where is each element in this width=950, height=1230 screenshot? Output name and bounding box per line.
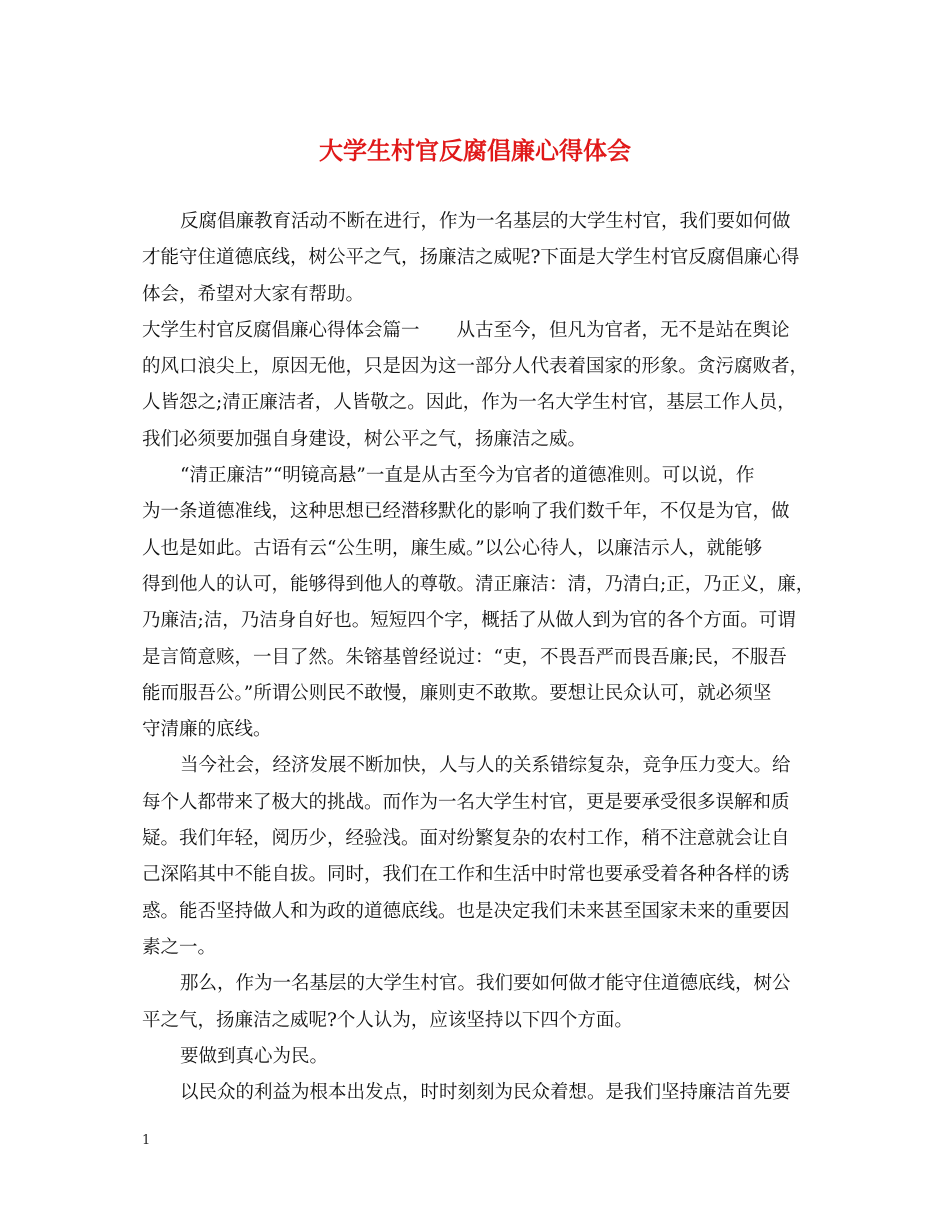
text-line: 为一条道德准线，这种思想已经潜移默化的影响了我们数千年，不仅是为官，做 [142,501,790,523]
document-title: 大学生村官反腐倡廉心得体会 [319,136,631,165]
text-line: 我们必须要加强自身建设，树公平之气，扬廉洁之威。 [142,428,587,450]
text-line: 乃廉洁;洁，乃洁身自好也。短短四个字，概括了从做人到为官的各个方面。可谓 [142,610,796,632]
text-line: 当今社会，经济发展不断加快，人与人的关系错综复杂，竞争压力变大。给 [180,755,791,777]
text-line: 人也是如此。古语有云“公生明，廉生威。”以公心待人，以廉洁示人，就能够 [142,537,763,559]
text-line: 己深陷其中不能自拔。同时，我们在工作和生活中时常也要承受着各种各样的诱 [142,864,790,886]
document-body [142,204,822,1111]
text-line: 得到他人的认可，能够得到他人的尊敬。清正廉洁：清，乃清白;正，乃正义，廉， [142,573,815,595]
text-line: 疑。我们年轻，阅历少，经验浅。面对纷繁复杂的农村工作，稍不注意就会让自 [142,828,790,850]
text-line: 要做到真心为民。 [180,1045,329,1067]
text-line: 每个人都带来了极大的挑战。而作为一名大学生村官，更是要承受很多误解和质 [142,791,790,813]
text-line: 人皆怨之;清正廉洁者，人皆敬之。因此，作为一名大学生村官，基层工作人员， [142,392,796,414]
text-line: 是言简意赅，一目了然。朱镕基曾经说过：“吏，不畏吾严而畏吾廉;民，不服吾 [142,646,787,668]
text-line: 守清廉的底线。 [142,719,272,741]
text-line: 以民众的利益为根本出发点，时时刻刻为民众着想。是我们坚持廉洁首先要 [180,1082,791,1104]
text-line: 的风口浪尖上，原因无他，只是因为这一部分人代表着国家的形象。贪污腐败者， [142,356,809,378]
text-line: 才能守住道德底线，树公平之气，扬廉洁之威呢?下面是大学生村官反腐倡廉心得 [142,247,800,269]
text-line: 体会，希望对大家有帮助。 [142,283,365,305]
text-line: 大学生村官反腐倡廉心得体会篇一 从古至今，但凡为官者，无不是站在舆论 [142,319,790,341]
text-line: 惑。能否坚持做人和为政的道德底线。也是决定我们未来甚至国家未来的重要因 [142,900,790,922]
text-line: 素之一。 [142,936,217,958]
text-line: 反腐倡廉教育活动不断在进行，作为一名基层的大学生村官，我们要如何做 [180,211,791,232]
text-line: 平之气，扬廉洁之威呢?个人认为，应该坚持以下四个方面。 [142,1009,633,1031]
text-line: “清正廉洁”“明镜高悬”一直是从古至今为官者的道德准则。可以说，作 [180,465,755,487]
page-number: 1 [142,1133,151,1148]
text-line: 那么，作为一名基层的大学生村官。我们要如何做才能守住道德底线，树公 [180,973,791,995]
text-line: 能而服吾公。”所谓公则民不敢慢，廉则吏不敢欺。要想让民众认可，就必须坚 [142,682,772,704]
